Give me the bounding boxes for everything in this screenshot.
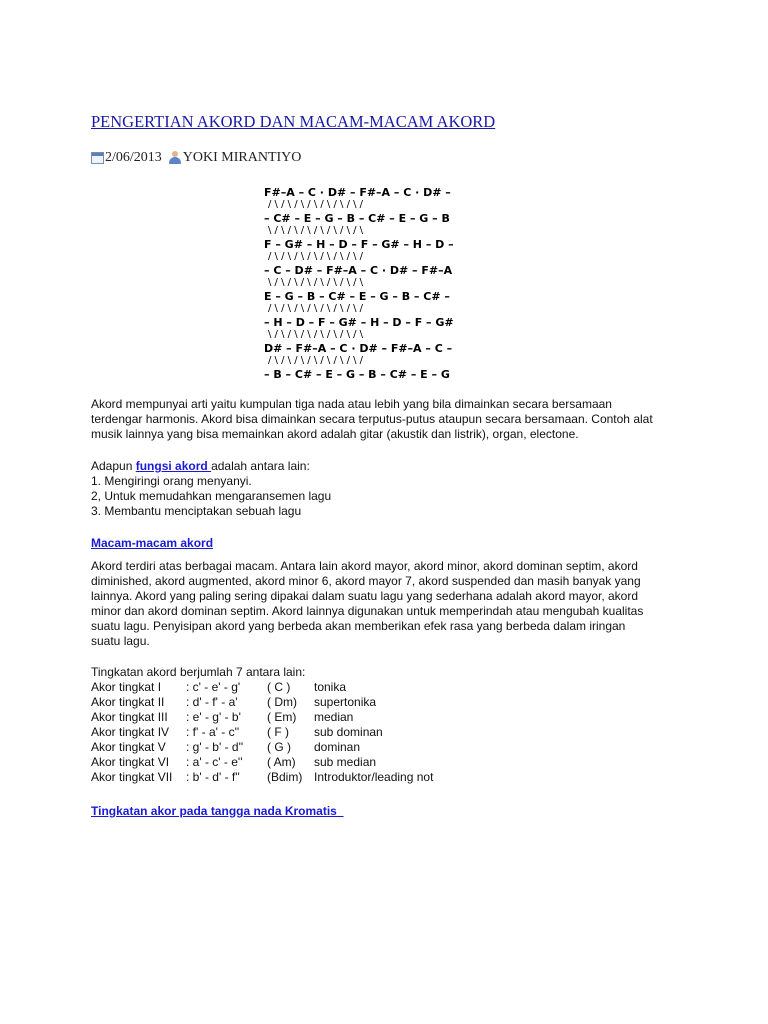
level-row — [91, 710, 691, 725]
chord-art-line: E – G – B – C# – E – G – B – C# – — [264, 290, 450, 303]
chord-art-line: – B – C# – E – G – B – C# – E – G — [264, 368, 450, 381]
calendar-icon — [91, 152, 104, 164]
chord-art-line: – C# – E – G – B – C# – E – G – B — [264, 212, 450, 225]
fungsi-akord-link[interactable]: fungsi akord — [135, 459, 212, 473]
level-row — [91, 680, 691, 695]
level-row — [91, 740, 691, 755]
types-line: Akord terdiri atas berbagai macam. Antara lain akord mayor, akord minor, akord dominan septim, akord — [91, 559, 638, 573]
level-notes: : c' - e' - g' — [186, 680, 241, 694]
level-label: Akor tingkat IV — [91, 725, 170, 739]
levels-intro: Tingkatan akord berjumlah 7 antara lain: — [91, 665, 306, 679]
level-notes: : g' - b' - d'' — [186, 740, 244, 754]
level-chord: ( C ) — [267, 680, 291, 694]
level-name: dominan — [314, 740, 361, 754]
article-title[interactable]: PENGERTIAN AKORD DAN MACAM-MACAM AKORD — [91, 112, 496, 131]
macam-akord-heading[interactable]: Macam-macam akord — [91, 536, 214, 550]
level-chord: ( Dm) — [267, 695, 297, 709]
function-item: 1. Mengiringi orang menyanyi. — [91, 474, 252, 488]
level-row — [91, 755, 691, 770]
chord-art-slashes: / \ / \ / \ / \ / \ / \ / \ / — [268, 199, 364, 210]
level-row — [91, 725, 691, 740]
level-row — [91, 770, 691, 785]
level-name: sub dominan — [314, 725, 383, 739]
chord-art-slashes: \ / \ / \ / \ / \ / \ / \ / \ — [268, 225, 364, 236]
post-author[interactable]: YOKI MIRANTIYO — [182, 150, 302, 165]
chord-art-slashes: \ / \ / \ / \ / \ / \ / \ / \ — [268, 277, 364, 288]
chord-circle-image — [262, 183, 506, 383]
levels-section — [91, 665, 691, 785]
level-chord: (Bdim) — [267, 770, 303, 784]
level-name: tonika — [314, 680, 347, 694]
level-chord: ( G ) — [267, 740, 291, 754]
post-meta — [91, 150, 301, 166]
level-name: sub median — [314, 755, 377, 769]
level-label: Akor tingkat V — [91, 740, 166, 754]
function-item: 3. Membantu menciptakan sebuah lagu — [91, 504, 302, 518]
types-line: suatu lagu. — [91, 634, 150, 648]
level-chord: ( F ) — [267, 725, 289, 739]
chord-art-line: D# – F#–A – C · D# – F#–A – C – — [264, 342, 453, 355]
chord-art-slashes: \ / \ / \ / \ / \ / \ / \ / \ — [268, 329, 364, 340]
types-line: lainnya. Akord yang paling sering dipakai dalam suatu lagu yang sederhana adalah akord mayor, akord — [91, 589, 639, 603]
intro-line: musik lainnya yang bisa memainkan akord adalah gitar (akustik dan listrik), organ, electone. — [91, 427, 579, 441]
kromatis-heading-link[interactable]: Tingkatan akor pada tangga nada Kromatis — [91, 804, 344, 818]
intro-line: Akord mempunyai arti yaitu kumpulan tiga nada atau lebih yang bila dimainkan secara bersamaan — [91, 397, 612, 411]
level-chord: ( Am) — [267, 755, 296, 769]
functions-prefix: Adapun — [91, 459, 136, 473]
level-name: Introduktor/leading not — [314, 770, 434, 784]
intro-paragraph — [91, 397, 691, 442]
level-notes: : d' - f' - a' — [186, 695, 238, 709]
types-line: diminished, akord augmented, akord minor 6, akord mayor 7, akord suspended dan masih banyak yang — [91, 574, 641, 588]
chord-art-line: F – G# – H – D – F – G# – H – D – — [264, 238, 454, 251]
post-date: 2/06/2013 — [105, 150, 162, 165]
level-notes: : a' - c' - e'' — [186, 755, 243, 769]
level-label: Akor tingkat III — [91, 710, 168, 724]
level-notes: : b' - d' - f'' — [186, 770, 240, 784]
intro-line: terdengar harmonis. Akord bisa dimainkan secara terputus-putus ataupun secara bersamaan. Contoh alat — [91, 412, 653, 426]
level-notes: : e' - g' - b' — [186, 710, 241, 724]
level-label: Akor tingkat VII — [91, 770, 173, 784]
level-row — [91, 695, 691, 710]
functions-suffix: adalah antara lain: — [211, 459, 310, 473]
level-name: median — [314, 710, 354, 724]
level-chord: ( Em) — [267, 710, 297, 724]
level-label: Akor tingkat II — [91, 695, 165, 709]
chord-art-line: F#–A – C · D# – F#–A – C · D# – — [264, 186, 451, 199]
level-notes: : f' - a' - c'' — [186, 725, 240, 739]
types-paragraph — [91, 559, 691, 649]
function-item: 2, Untuk memudahkan mengaransemen lagu — [91, 489, 332, 503]
user-icon — [168, 151, 182, 165]
level-label: Akor tingkat VI — [91, 755, 170, 769]
chord-art-line: – H – D – F – G# – H – D – F – G# — [264, 316, 454, 329]
chord-art-slashes: / \ / \ / \ / \ / \ / \ / \ / — [268, 251, 364, 262]
types-line: suatu lagu. Penyisipan akord yang berbeda akan memberikan efek rasa yang berbeda dalam iringan — [91, 619, 626, 633]
level-label: Akor tingkat I — [91, 680, 162, 694]
level-name: supertonika — [314, 695, 377, 709]
functions-section — [91, 459, 691, 519]
functions-intro — [91, 459, 691, 474]
chord-art-slashes: / \ / \ / \ / \ / \ / \ / \ / — [268, 355, 364, 366]
chord-art-slashes: / \ / \ / \ / \ / \ / \ / \ / — [268, 303, 364, 314]
chord-art-line: – C – D# – F#–A – C · D# – F#–A — [264, 264, 453, 277]
types-line: minor dan akord dominan septim. Akord lainnya digunakan untuk memperindah atau mengubah kualitas — [91, 604, 644, 618]
